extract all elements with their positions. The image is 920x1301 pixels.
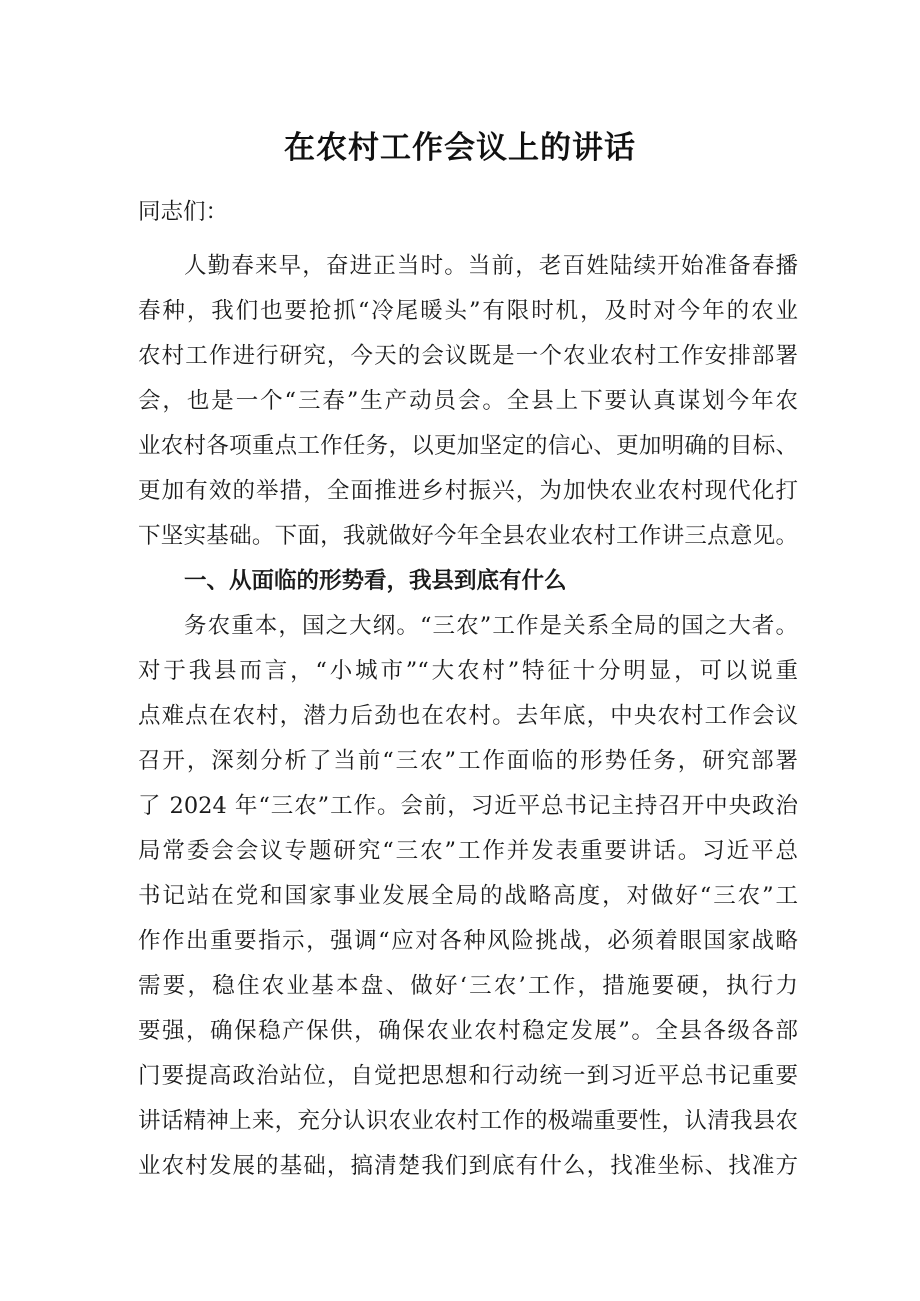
paragraph-line: 点难点在农村，潜力后劲也在农村。去年底，中央农村工作会议 [138,703,798,729]
paragraph-line: 召开，深刻分析了当前“三农”工作面临的形势任务，研究部署 [138,748,798,774]
section-heading: 一、从面临的形势看，我县到底有什么 [184,568,567,594]
paragraph-line: 局常委会会议专题研究“三农”工作并发表重要讲话。习近平总 [138,838,798,864]
paragraph-line: 门要提高政治站位，自觉把思想和行动统一到习近平总书记重要 [138,1063,798,1089]
paragraph-line: 要强，确保稳产保供，确保农业农村稳定发展”。全县各级各部 [138,1018,798,1044]
paragraph-line: 农村工作进行研究，今天的会议既是一个农业农村工作安排部署 [138,343,798,369]
paragraph-line: 了 2024 年“三农”工作。会前，习近平总书记主持召开中央政治 [138,793,798,819]
salutation: 同志们： [138,199,229,225]
paragraph-line: 业农村各项重点工作任务，以更加坚定的信心、更加明确的目标、 [138,433,798,459]
paragraph-line: 下坚实基础。下面，我就做好今年全县农业农村工作讲三点意见。 [138,523,798,549]
document-title: 在农村工作会议上的讲话 [284,130,636,166]
paragraph-line: 讲话精神上来，充分认识农业农村工作的极端重要性，认清我县农 [138,1108,798,1134]
paragraph-line: 书记站在党和国家事业发展全局的战略高度，对做好“三农”工 [138,883,798,909]
paragraph-line: 更加有效的举措，全面推进乡村振兴，为加快农业农村现代化打 [138,478,798,504]
paragraph-line: 对于我县而言，“小城市”“大农村”特征十分明显，可以说重 [138,658,798,684]
paragraph-line: 业农村发展的基础，搞清楚我们到底有什么，找准坐标、找准方 [138,1153,798,1179]
paragraph-line: 需要，稳住农业基本盘、做好‘三农’工作，措施要硬，执行力 [138,973,798,999]
paragraph-line: 会，也是一个“三春”生产动员会。全县上下要认真谋划今年农 [138,388,798,414]
paragraph-line: 人勤春来早，奋进正当时。当前，老百姓陆续开始准备春播 [184,253,798,279]
paragraph-line: 作作出重要指示，强调“应对各种风险挑战，必须着眼国家战略 [138,928,798,954]
paragraph-line: 务农重本，国之大纲。“三农”工作是关系全局的国之大者。 [184,613,798,639]
paragraph-line: 春种，我们也要抢抓“冷尾暖头”有限时机，及时对今年的农业 [138,298,798,324]
